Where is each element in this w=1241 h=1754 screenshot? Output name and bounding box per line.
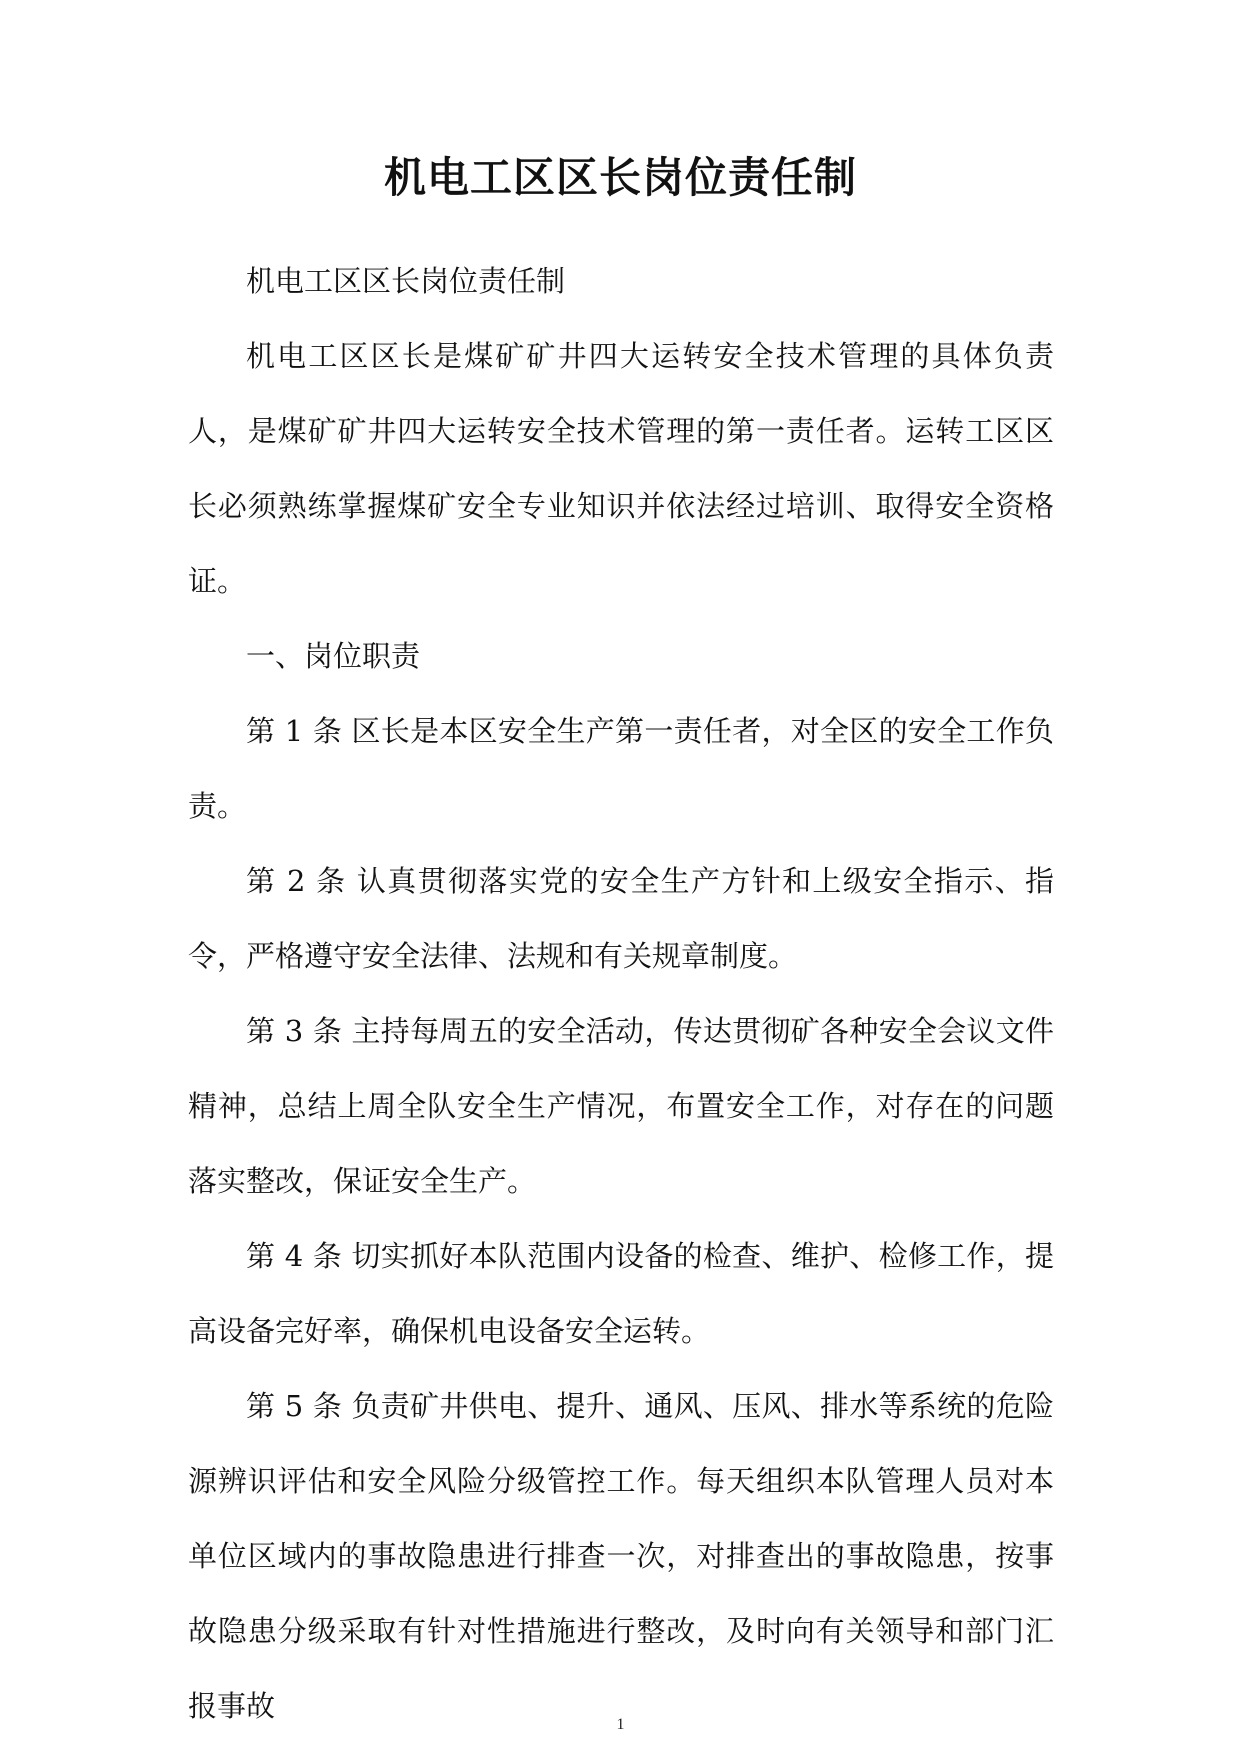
article-2: 第 2 条 认真贯彻落实党的安全生产方针和上级安全指示、指令，严格遵守安全法律、法规和有关规章制度。 [188, 864, 1054, 973]
article-3: 第 3 条 主持每周五的安全活动，传达贯彻矿各种安全会议文件精神，总结上周全队安全生产情况，布置安全工作，对存在的问题落实整改，保证安全生产。 [188, 1014, 1054, 1198]
article-1: 第 1 条 区长是本区安全生产第一责任者，对全区的安全工作负责。 [188, 714, 1054, 823]
document-body [188, 244, 1054, 1744]
paragraph-intro: 机电工区区长是煤矿矿井四大运转安全技术管理的具体负责人，是煤矿矿井四大运转安全技术管理的第一责任者。运转工区区长必须熟练掌握煤矿安全专业知识并依法经过培训、取得安全资格证。 [188, 339, 1054, 598]
section-heading: 一、岗位职责 [246, 639, 421, 673]
article-5: 第 5 条 负责矿井供电、提升、通风、压风、排水等系统的危险源辨识评估和安全风险分级管控工作。每天组织本队管理人员对本单位区域内的事故隐患进行排查一次，对排查出的事故隐患，按事故隐患分级采取有针对性措施进行整改，及时向有关领导和部门汇报事故 [188, 1389, 1054, 1723]
document-title: 机电工区区长岗位责任制 [383, 153, 857, 202]
paragraph-subtitle: 机电工区区长岗位责任制 [246, 264, 566, 298]
page-number: 1 [616, 1716, 625, 1733]
article-4: 第 4 条 切实抓好本队范围内设备的检查、维护、检修工作，提高设备完好率，确保机电设备安全运转。 [188, 1239, 1054, 1348]
